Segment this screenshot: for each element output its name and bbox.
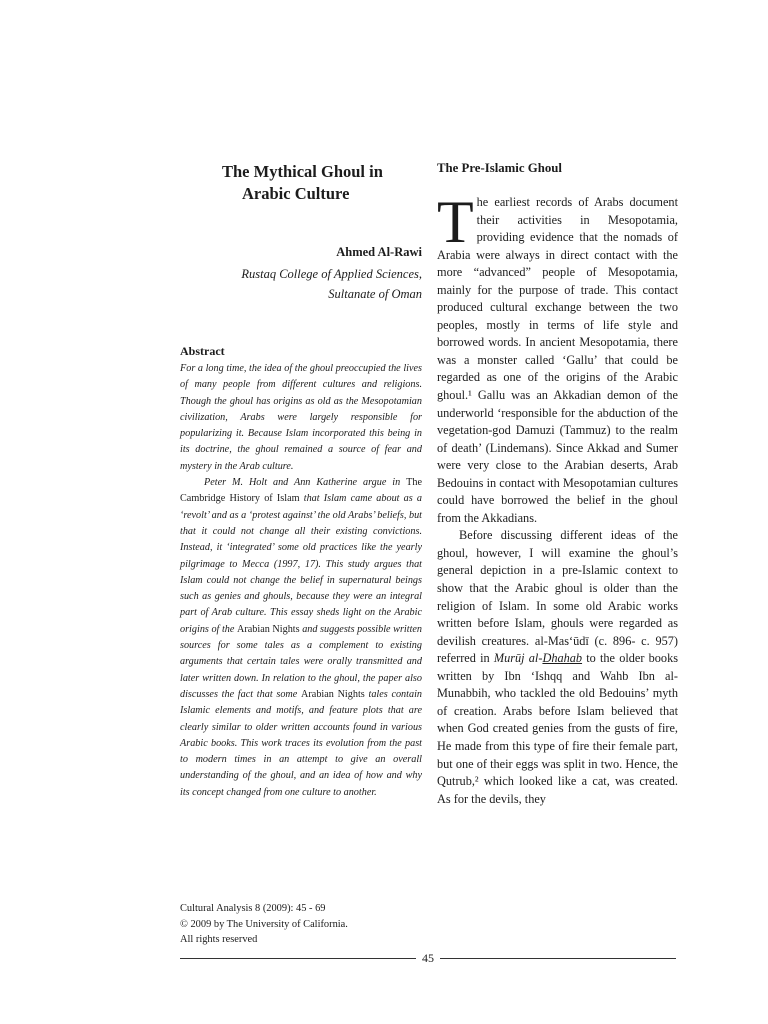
citation-footer — [180, 901, 420, 948]
abstract-text: that Islam came about as a ‘revolt’ and as a ‘protest against’ the old Arabs’ beliefs, but that it could not change all their existing convictions. Instead, it ‘integrated’ some old practices like the yearly pilgrimage to Mecca (1997, 17). This study argues that Islam could not change the belief in supernatural beings such as genies and ghouls, because they were an integral part of Arab culture. This essay sheds light on the Arabic origins of the — [180, 493, 423, 635]
body-text: he earliest records of Arabs document their activities in Mesopotamia, providing evidence that the nomads of Arabia were always in direct contact with the more “advanced” people of Mesopotamia, mainly for the purpose of trade. This contact produced cultural exchange between the two peoples, mostly in terms of life style and borrowed words. In ancient Mesopotamia, there was a monster called ‘Gallu’ that could be regarded as one of the origins of the Arabic ghoul.¹ Gallu was an Akkadian demon of the underworld ‘responsible for the abduction of the vegetation-god Damuzi (Tammuz) to the realm of death’ (Lindemans). Since Akkad and Sumer were very close to the Arabian deserts, Arab Bedouins in contact with Mesopotamian cultures could have borrowed the belief in the ghoul from the Akkadians. — [437, 195, 678, 525]
article-title — [222, 161, 422, 205]
citation: Cultural Analysis 8 (2009): 45 - 69 — [180, 903, 326, 914]
body-paragraph-2 — [437, 527, 678, 808]
book-title: Murūj al-Dhahab — [493, 651, 583, 666]
author-affiliation — [200, 264, 422, 304]
body-text: Before discussing different ideas of the ghoul, however, I will examine the ghoul’s general depiction in a pre-Islamic context to show that the Arabic ghoul is older than the religion of Islam. In some old Arabic works written before Islam, ghouls were regarded as devilish creatures. al-Mas‘ūdī (c. 896- c. 957) referred in — [437, 528, 678, 666]
affiliation-line-1: Rustaq College of Applied Sciences, — [241, 267, 422, 281]
abstract-paragraph-1: For a long time, the idea of the ghoul preoccupied the lives of many people from different cultures and religions. Though the ghoul has origins as old as the Mesopotamian civilization, Arabs were largely responsible for popularizing it. Because Islam incorporated this being in its doctrine, the ghoul remained a source of fear and mystery in the Arab culture. — [180, 363, 422, 472]
section-body — [437, 189, 679, 808]
abstract-text: Peter M. Holt and Ann Katherine argue in — [204, 477, 401, 489]
abstract-paragraph-2 — [180, 475, 422, 801]
title-line-2: Arabic Culture — [242, 184, 350, 203]
book-title: Arabian Nights — [301, 688, 365, 700]
abstract-body — [180, 361, 422, 801]
underlined-word: Dhahab — [542, 651, 583, 666]
page-number: 45 — [417, 951, 439, 966]
page-rule-right — [440, 958, 676, 959]
rights: All rights reserved — [180, 934, 258, 945]
abstract-heading: Abstract — [180, 344, 225, 358]
body-paragraph-1 — [437, 189, 678, 527]
copyright: © 2009 by The University of California. — [180, 918, 348, 930]
page-rule-left — [180, 958, 416, 959]
author-name: Ahmed Al-Rawi — [336, 245, 422, 259]
section-heading: The Pre-Islamic Ghoul — [437, 161, 562, 175]
book-title: Arabian Nights — [237, 623, 300, 635]
book-title: The Cambridge History of Islam — [180, 477, 422, 505]
title-line-1: The Mythical Ghoul in — [222, 162, 383, 181]
affiliation-line-2: Sultanate of Oman — [328, 287, 422, 301]
abstract-text: and suggests possible written sources for some tales as a complement to existing arguments that certain tales were orally transmitted and later written down. In relation to the ghoul, the paper also discusses the fact that some — [180, 623, 423, 700]
body-text: to the older books written by Ibn ‘Ishqq and Wahb Ibn al-Munabbih, who tackled the old Bedouins’ myth of creation. Arabs before Islam believed that when God created genies from the gusts of fire, He made from this type of fire their female part, but one of their eggs was split in two. Hence, the Qutrub,² which looked like a cat, was created. As for the devils, they — [437, 651, 679, 806]
abstract-text: tales contain Islamic elements and motifs, and feature plots that are clearly similar to older written accounts found in various Arabic books. This work traces its evolution from the past to modern times in an attempt to give an overall understanding of the ghoul, and an idea of how and why its concept changed from one culture to another. — [180, 688, 423, 798]
drop-cap: T — [437, 189, 474, 255]
